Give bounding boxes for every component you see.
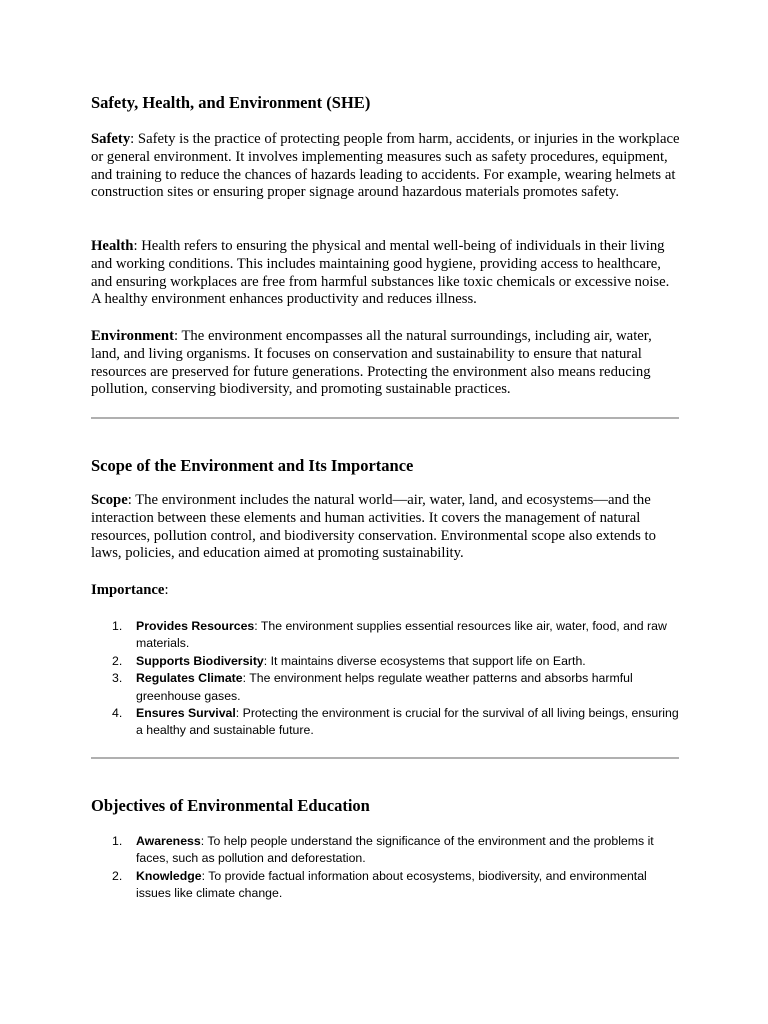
section-title-objectives: Objectives of Environmental Education xyxy=(91,796,370,815)
list-term: Provides Resources xyxy=(136,619,255,633)
paragraph-safety xyxy=(91,131,681,202)
list-term: Knowledge xyxy=(136,868,202,883)
list-text: : To help people understand the significance of the environment and the problems it faces, such as pollution and deforestation. xyxy=(136,834,654,866)
paragraph-scope xyxy=(91,492,681,563)
objectives-list xyxy=(91,833,681,903)
term-safety: Safety xyxy=(91,131,131,147)
list-term: Awareness xyxy=(136,834,201,848)
list-text: : Protecting the environment is crucial for the survival of all living beings, ensuring a healthy and sustainable future. xyxy=(136,706,679,738)
list-item xyxy=(91,705,681,740)
list-item xyxy=(91,653,681,670)
list-item xyxy=(91,868,681,903)
term-environment: Environment xyxy=(91,328,174,344)
term-health: Health xyxy=(91,238,134,254)
list-term: Supports Biodiversity xyxy=(136,653,264,668)
paragraph-importance xyxy=(91,582,681,600)
text-safety: : Safety is the practice of protecting people from harm, accidents, or injuries in the workplace or general environment. It involves implementing measures such as safety procedures, equipment, and training to reduce the chances of hazards leading to accidents. For example, wearing helmets at construction sites or ensuring proper signage around hazardous materials promotes safety. xyxy=(91,131,680,201)
list-number: 2. xyxy=(112,868,123,883)
term-scope: Scope xyxy=(91,492,128,508)
list-number: 1. xyxy=(112,834,123,848)
paragraph-health xyxy=(91,238,681,309)
section-divider xyxy=(91,417,679,419)
list-text: : The environment helps regulate weather patterns and absorbs harmful greenhouse gases. xyxy=(136,671,633,703)
list-item xyxy=(91,618,681,653)
list-text: : To provide factual information about ecosystems, biodiversity, and environmental issues like climate change. xyxy=(136,868,647,901)
importance-list xyxy=(91,618,681,740)
paragraph-environment xyxy=(91,328,681,399)
list-text: : The environment supplies essential resources like air, water, food, and raw materials. xyxy=(136,619,667,651)
list-term: Ensures Survival xyxy=(136,706,236,721)
list-number: 2. xyxy=(112,653,123,668)
section-title-she: Safety, Health, and Environment (SHE) xyxy=(91,93,371,112)
list-term: Regulates Climate xyxy=(136,671,243,686)
term-importance: Importance xyxy=(91,582,165,598)
text-scope: : The environment includes the natural world—air, water, land, and ecosystems—and the interaction between these elements and human activities. It covers the management of natural resources, pollution control, and biodiversity conservation. Environmental scope also extends to laws, policies, and education aimed at promoting sustainability. xyxy=(91,492,656,562)
list-text: : It maintains diverse ecosystems that support life on Earth. xyxy=(263,653,586,668)
section-title-scope: Scope of the Environment and Its Importance xyxy=(91,456,414,475)
list-number: 4. xyxy=(112,706,123,721)
section-divider xyxy=(91,757,679,759)
list-item xyxy=(91,670,681,705)
list-number: 1. xyxy=(112,619,123,633)
importance-colon: : xyxy=(164,582,169,598)
list-item xyxy=(91,833,681,868)
list-number: 3. xyxy=(112,671,123,686)
text-environment: : The environment encompasses all the natural surroundings, including air, water, land, and living organisms. It focuses on conservation and sustainability to ensure that natural resources are preserved for future generations. Protecting the environment also means reducing pollution, conserving biodiversity, and promoting sustainable practices. xyxy=(91,328,652,398)
text-health: : Health refers to ensuring the physical and mental well-being of individuals in their living and working conditions. This includes maintaining good hygiene, providing access to healthcare, and ensuring workplaces are free from harmful substances like toxic chemicals or excessive noise. A healthy environment enhances productivity and reduces illness. xyxy=(91,238,670,308)
